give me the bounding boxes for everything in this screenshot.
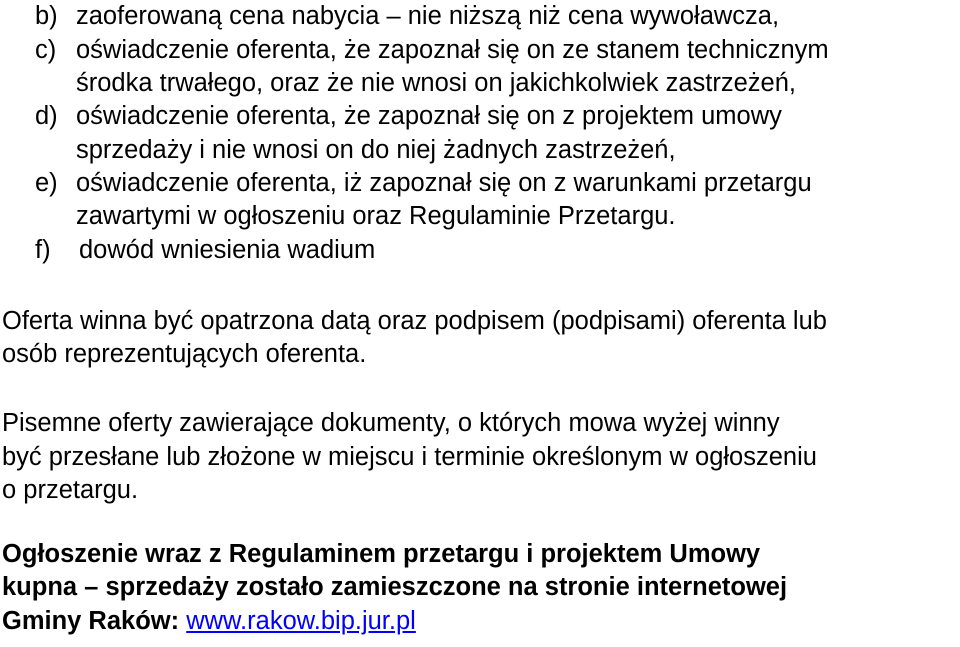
list-item-e <box>35 166 812 200</box>
list-item-b-text: zaoferowaną cena nabycia – nie niższą niż cena wywoławcza, <box>76 2 780 30</box>
paragraph-line: Ogłoszenie wraz z Regulaminem przetargu i projektem Umowy <box>2 540 761 568</box>
paragraph-line <box>2 604 416 638</box>
website-link[interactable]: www.rakow.bip.jur.pl <box>186 607 416 635</box>
list-item-f <box>35 233 375 267</box>
list-item-e-text-line1: oświadczenie oferenta, iż zapoznał się on z warunkami przetargu <box>76 169 812 197</box>
list-item-d <box>35 99 782 133</box>
list-item-d-text-line2: sprzedaży i nie wnosi on do niej żadnych zastrzeżeń, <box>76 136 676 164</box>
paragraph-line: osób reprezentujących oferenta. <box>2 340 367 368</box>
list-marker-f: f) <box>35 236 51 264</box>
list-item-d-text-line1: oświadczenie oferenta, że zapoznał się on z projektem umowy <box>76 102 782 130</box>
paragraph-line: być przesłane lub złożone w miejscu i terminie określonym w ogłoszeniu <box>2 443 817 471</box>
list-marker-c: c) <box>35 36 57 64</box>
municipality-label: Gminy Raków: <box>2 607 180 635</box>
list-marker-d: d) <box>35 102 58 130</box>
list-item-c-text-line1: oświadczenie oferenta, że zapoznał się on ze stanem technicznym <box>76 36 829 64</box>
list-item-b <box>35 0 779 33</box>
paragraph-line: kupna – sprzedaży zostało zamieszczone na stronie internetowej <box>2 573 788 601</box>
list-item-e-text-line2: zawartymi w ogłoszeniu oraz Regulaminie Przetargu. <box>76 202 676 230</box>
list-marker-e: e) <box>35 169 58 197</box>
paragraph-line: Oferta winna być opatrzona datą oraz podpisem (podpisami) oferenta lub <box>2 307 827 335</box>
list-item-c-text-line2: środka trwałego, oraz że nie wnosi on jakichkolwiek zastrzeżeń, <box>76 69 797 97</box>
list-item-f-text: dowód wniesienia wadium <box>79 236 376 264</box>
list-marker-b: b) <box>35 2 58 30</box>
list-item-c <box>35 33 829 67</box>
paragraph-line: Pisemne oferty zawierające dokumenty, o których mowa wyżej winny <box>2 409 780 437</box>
paragraph-line: o przetargu. <box>2 476 139 504</box>
